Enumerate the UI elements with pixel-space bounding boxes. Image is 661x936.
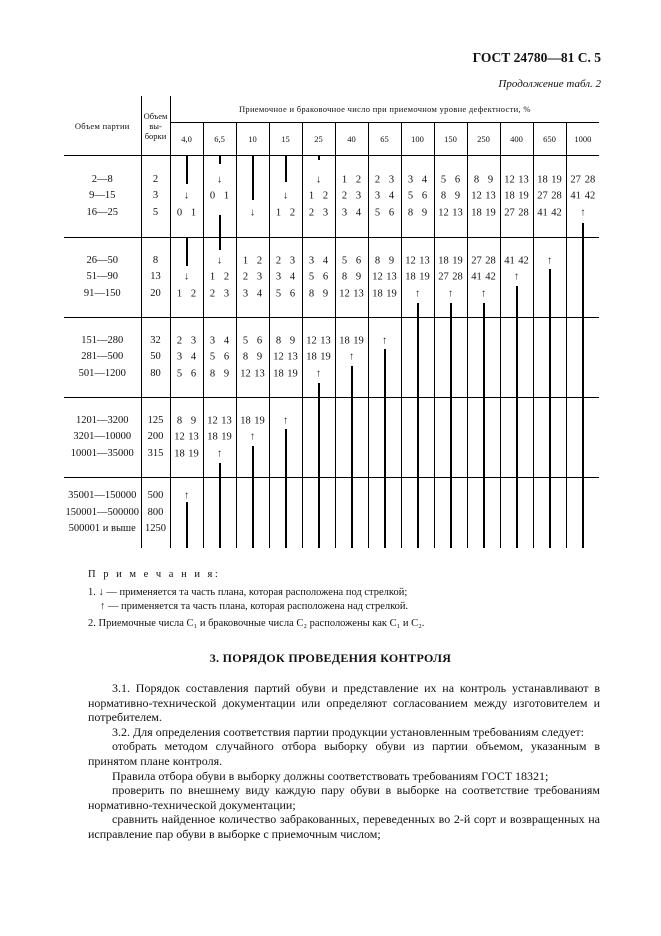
paragraph: отобрать методом случайного отбора выборку обуви из партии объемом, указанным в принятом плане контроля.	[88, 739, 600, 768]
party-cell: 35001—150000 150001—500000 500001 и выше	[64, 478, 141, 548]
sample-size-cell: 2 3 5	[141, 156, 170, 238]
col-header-sample-size: Объем вы-борки	[141, 96, 170, 156]
party-cell: 1201—3200 3201—10000 10001—35000	[64, 398, 141, 478]
col-header-party: Объем партии	[64, 96, 141, 156]
table-row: 151—280 281—500 501—1200 32 50 80 2 3 3 4 5 6 3 4 5 6 8 9 5 6 8 9 12 13 8 9 12 13 18 19 12 13 18 19 ↑ 18 19 ↑ ↑	[64, 318, 599, 398]
arrow-up-icon: ↑	[414, 287, 421, 299]
paragraph: Правила отбора обуви в выборку должны соответствовать требованиям ГОСТ 18321;	[112, 768, 549, 783]
aql-header: 6,5	[203, 123, 236, 156]
table-row: 2—8 9—15 16—25 2 3 5 ↓ 0 1 ↓ 0 1 ↓ ↓ 1 2 ↓ 1 2 2 3 1 2 2 3 3 4 2 3 3 4 5 6 3 4 5 6 8 9 5 6 8 9 12 13 8 9 12 13 18 19 12 13 18 19 27 28 18 19 27 28 41 42 27 28 41 42 ↑	[64, 156, 599, 238]
aql-header: 25	[302, 123, 335, 156]
arrow-down-icon: ↓	[216, 173, 223, 185]
aql-header: 650	[533, 123, 566, 156]
arrow-up-icon: ↑	[381, 334, 388, 346]
arrow-up-icon: ↑	[546, 254, 553, 266]
arrow-up-icon: ↑	[315, 367, 322, 379]
party-cell: 2—8 9—15 16—25	[64, 156, 141, 238]
arrow-down-icon: ↓	[315, 173, 322, 185]
aql-header: 1000	[566, 123, 599, 156]
table-row	[64, 478, 599, 548]
arrow-up-icon: ↑	[282, 414, 289, 426]
paragraph: проверить по внешнему виду каждую пару обуви в выборке на соответствие требованиям нормативно-технической документации;	[88, 783, 600, 812]
arrow-up-icon: ↑	[447, 287, 454, 299]
aql-header: 15	[269, 123, 302, 156]
aql-header: 100	[401, 123, 434, 156]
sample-size-cell: 8 13 20	[141, 238, 170, 318]
paragraph: сравнить найденное количество забракованных, переведенных во 2-й сорт и возвращенных на исправление пар обуви в выборке с приемочным числом;	[88, 812, 600, 841]
table-notes	[88, 568, 424, 631]
arrow-down-icon: ↓	[183, 271, 190, 283]
note-1b: ↑ — применяется та часть плана, которая расположена над стрелкой.	[100, 601, 409, 612]
aql-header: 250	[467, 123, 500, 156]
arrow-up-icon: ↑	[216, 447, 223, 459]
table-continuation-label: Продолжение табл. 2	[498, 78, 601, 90]
section-title: 3. ПОРЯДОК ПРОВЕДЕНИЯ КОНТРОЛЯ	[209, 651, 452, 665]
aql-header: 400	[500, 123, 533, 156]
table-row: 26—50 51—90 91—150 8 13 20 ↓ 1 2 ↓ 1 2 2 3 1 2 2 3 3 4 2 3 3 4 5 6 3 4 5 6 8 9 5 6 8 9 12 13 8 9 12 13 18 19 12 13 18 19 ↑ 18 19 27 28 ↑ 27 28 41 42 ↑ 41 42 ↑ ↑	[64, 238, 599, 318]
col-header-aql-span: Приемочное и браковочное число при приемочном уровне дефектности, %	[170, 96, 599, 123]
arrow-up-icon: ↑	[580, 206, 586, 218]
sample-size-cell: 32 50 80	[141, 318, 170, 398]
arrow-up-icon: ↑	[348, 351, 355, 363]
arrow-down-icon: ↓	[249, 206, 256, 218]
sample-size-cell: 125 200 315	[141, 398, 170, 478]
table-row: 1201—3200 3201—10000 10001—35000 125 200 315 8 9 12 13 18 19 12 13 18 19 ↑ 18 19 ↑ ↑	[64, 398, 599, 478]
paragraph: 3.2. Для определения соответствия партии продукции установленным требованиям следует:	[112, 724, 584, 739]
body-text	[88, 681, 600, 842]
arrow-up-icon: ↑	[249, 431, 256, 443]
paragraph: 3.1. Порядок составления партий обуви и представление их на контроль устанавливают в нормативно-технической документации или определяют согласованием между изготовителем и потребителем.	[88, 681, 600, 725]
party-cell: 26—50 51—90 91—150	[64, 238, 141, 318]
arrow-down-icon: ↓	[216, 254, 223, 266]
note-2: 2. Приемочные числа C₁ и браковочные числа C₂ расположены как C₁ и C₂.	[88, 618, 425, 629]
arrow-down-icon: ↓	[282, 190, 289, 202]
note-1a: 1. ↓ — применяется та часть плана, которая расположена под стрелкой;	[88, 587, 408, 598]
aql-header: 40	[335, 123, 368, 156]
arrow-up-icon: ↑	[513, 271, 520, 283]
notes-title: П р и м е ч а н и я:	[88, 569, 221, 580]
aql-header: 65	[368, 123, 401, 156]
sample-size-cell: 500 800 1250	[141, 478, 170, 548]
party-cell: 151—280 281—500 501—1200	[64, 318, 141, 398]
sampling-plan-table	[64, 96, 599, 548]
arrow-up-icon: ↑	[183, 490, 190, 501]
arrow-down-icon: ↓	[183, 190, 190, 202]
document-code: ГОСТ 24780—81 С. 5	[472, 50, 601, 65]
aql-header: 150	[434, 123, 467, 156]
aql-header: 4,0	[170, 123, 203, 156]
arrow-up-icon: ↑	[480, 287, 487, 299]
aql-header: 10	[236, 123, 269, 156]
